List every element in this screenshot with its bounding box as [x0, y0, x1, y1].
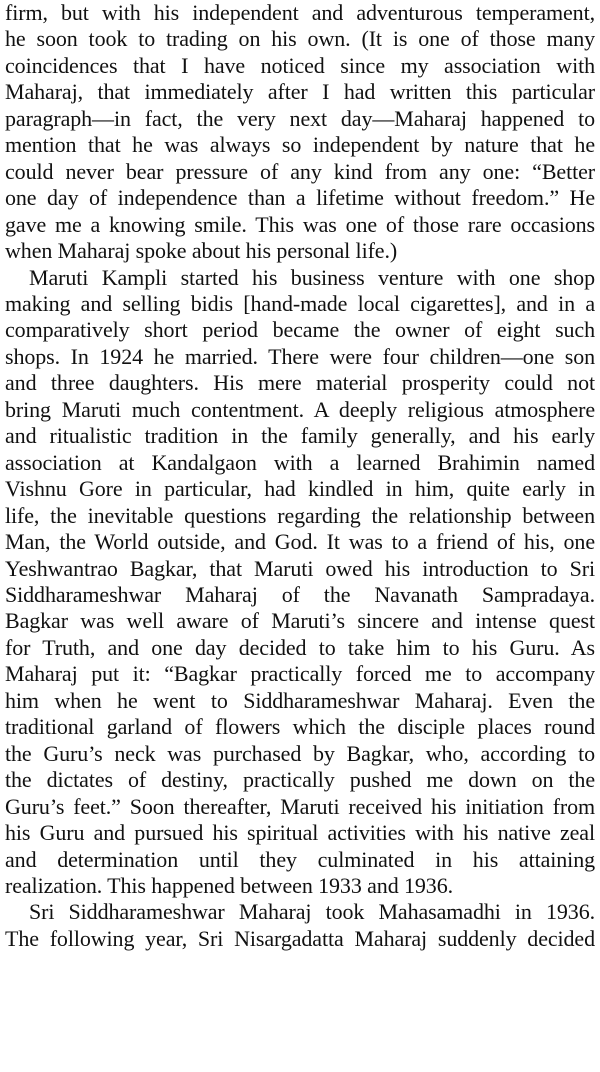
text-line: for Truth, and one day decided to take him to his Guru. As — [5, 634, 595, 660]
text-line: he soon took to trading on his own. (It is one of those many — [5, 26, 595, 52]
text-line: shops. In 1924 he married. There were four children—one son — [5, 343, 595, 369]
text-line: the dictates of destiny, practically pushed me down on the — [5, 767, 595, 793]
paragraph-2 — [5, 265, 595, 900]
text-line: coincidences that I have noticed since my association with — [5, 52, 595, 78]
text-line: traditional garland of flowers which the disciple places round — [5, 714, 595, 740]
text-line: his Guru and pursued his spiritual activities with his native zeal — [5, 820, 595, 846]
text-line: Man, the World outside, and God. It was to a friend of his, one — [5, 529, 595, 555]
text-line: bring Maruti much contentment. A deeply religious atmosphere — [5, 396, 595, 422]
text-line: paragraph—in fact, the very next day—Maharaj happened to — [5, 105, 595, 131]
book-page — [5, 0, 595, 952]
text-line: him when he went to Siddharameshwar Maharaj. Even the — [5, 687, 595, 713]
text-line: Maharaj put it: “Bagkar practically forced me to accompany — [5, 661, 595, 687]
text-line: comparatively short period became the owner of eight such — [5, 317, 595, 343]
text-line: mention that he was always so independent by nature that he — [5, 132, 595, 158]
text-line: life, the inevitable questions regarding the relationship between — [5, 502, 595, 528]
text-line: and determination until they culminated in his attaining — [5, 846, 595, 872]
text-line: Bagkar was well aware of Maruti’s sincere and intense quest — [5, 608, 595, 634]
text-line: realization. This happened between 1933 and 1936. — [5, 872, 454, 898]
text-line: one day of independence than a lifetime without freedom.” He — [5, 185, 595, 211]
text-line: could never bear pressure of any kind from any one: “Better — [5, 158, 595, 184]
paragraph-3 — [5, 899, 595, 952]
text-line: Guru’s feet.” Soon thereafter, Maruti received his initiation from — [5, 793, 595, 819]
text-line: and ritualistic tradition in the family generally, and his early — [5, 423, 595, 449]
text-line: Sri Siddharameshwar Maharaj took Mahasamadhi in 1936. — [29, 899, 595, 925]
text-line: and three daughters. His mere material prosperity could not — [5, 370, 595, 396]
text-line: Siddharameshwar Maharaj of the Navanath Sampradaya. — [5, 581, 595, 607]
text-line: Maruti Kampli started his business venture with one shop — [29, 264, 595, 290]
text-line: association at Kandalgaon with a learned Brahimin named — [5, 449, 595, 475]
text-line: The following year, Sri Nisargadatta Maharaj suddenly decided — [5, 925, 595, 951]
text-line: Yeshwantrao Bagkar, that Maruti owed his introduction to Sri — [5, 555, 595, 581]
text-line: gave me a knowing smile. This was one of those rare occasions — [5, 211, 595, 237]
text-line: Maharaj, that immediately after I had written this particular — [5, 79, 595, 105]
text-line: making and selling bidis [hand-made local cigarettes], and in a — [5, 290, 595, 316]
text-line: when Maharaj spoke about his personal life.) — [5, 238, 398, 264]
text-line: the Guru’s neck was purchased by Bagkar, who, according to — [5, 740, 595, 766]
text-line: Vishnu Gore in particular, had kindled in him, quite early in — [5, 476, 595, 502]
paragraph-1 — [5, 0, 595, 265]
text-line: firm, but with his independent and adventurous temperament, — [5, 0, 595, 25]
